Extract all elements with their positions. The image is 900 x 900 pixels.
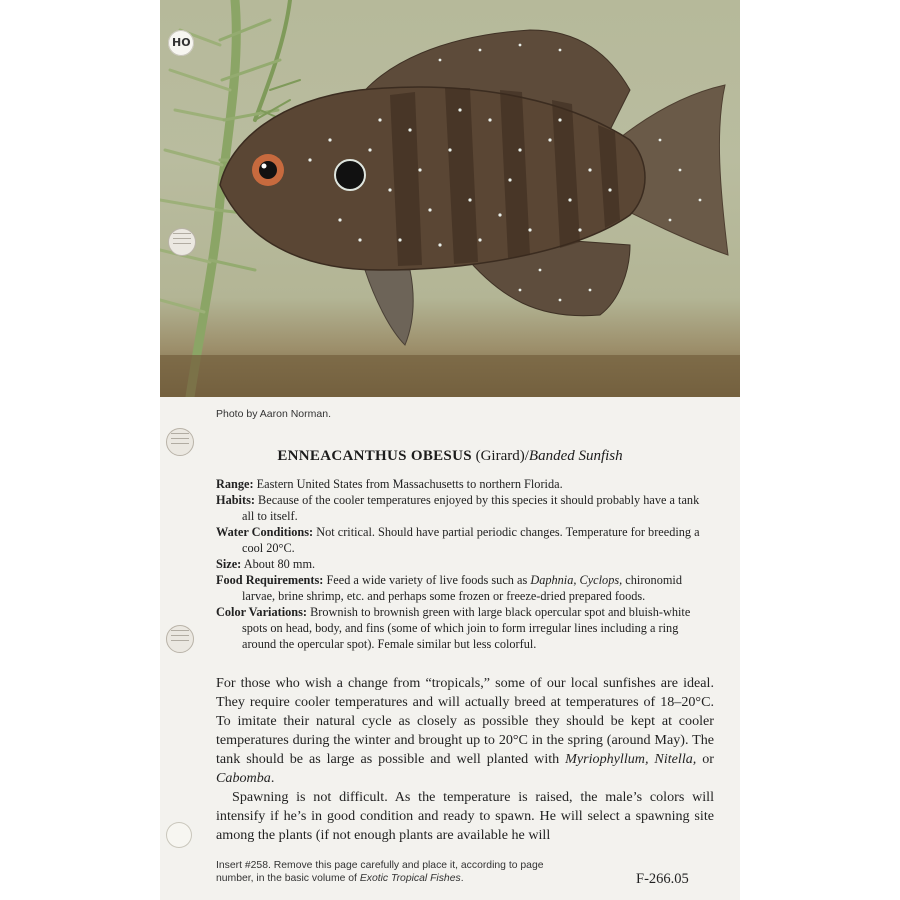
catalog-page [160, 0, 740, 900]
banded-sunfish-illustration [160, 0, 740, 397]
photo-credit: Photo by Aaron Norman. [216, 408, 331, 420]
gravel-substrate [160, 355, 740, 397]
fish-photo [160, 0, 740, 397]
species-authority: (Girard)/ [475, 448, 529, 464]
species-facts [216, 476, 714, 652]
scientific-name: ENNEACANTHUS OBESUS [277, 448, 472, 464]
fish-pelvic-fin [365, 270, 413, 345]
fact-size: Size: About 80 mm. [216, 557, 316, 571]
insert-note: Insert #258. Remove this page carefully and place it, according to page number, in the basic volume of Exotic Tropical Fishes. [216, 860, 544, 884]
fact-food-requirements: Food Requirements: Feed a wide variety of live foods such as Daphnia, Cyclops, chironomid larvae, brine shrimp, etc. and perhaps some frozen or freeze-dried prepared foods. [216, 573, 682, 603]
binder-hole-icon [166, 822, 192, 848]
opercular-spot [335, 160, 365, 190]
fact-water-conditions: Water Conditions: Not critical. Should have partial periodic changes. Temperature for breeding a cool 20°C. [216, 525, 700, 555]
library-stamp-icon [166, 625, 194, 653]
page-number: F-266.05 [636, 871, 689, 887]
body-paragraph-2: Spawning is not difficult. As the temperature is raised, the male’s colors will intensify if he’s in good condition and ready to spawn. He will select a spawning site among the plants (if not enough plants are available he will [216, 789, 714, 843]
binder-hole-label: HO [172, 36, 191, 49]
library-stamp-icon [168, 228, 196, 256]
species-title [160, 448, 740, 465]
common-name: Banded Sunfish [528, 448, 623, 464]
fact-color-variations: Color Variations: Brownish to brownish green with large black opercular spot and bluish-white spots on head, body, and fins (some of which join to form irregular lines including a ring around the opercular spot). Female similar but less colorful. [216, 605, 691, 651]
fact-range: Range: Eastern United States from Massachusetts to northern Florida. [216, 477, 563, 491]
fact-habits: Habits: Because of the cooler temperatures enjoyed by this species it should probably have a tank all to itself. [216, 493, 700, 523]
body-paragraph-1: For those who wish a change from “tropicals,” some of our local sunfishes are ideal. They require cooler temperatures and will actually breed at temperatures of 18–20°C. To imitate their natural cycle as closely as possible they should be kept at cooler temperatures during the winter and brought up to 20°C in the spring (around May). The tank should be as large as possible and well planted with Myriophyllum, Nitella, or Cabomba. [216, 675, 714, 786]
